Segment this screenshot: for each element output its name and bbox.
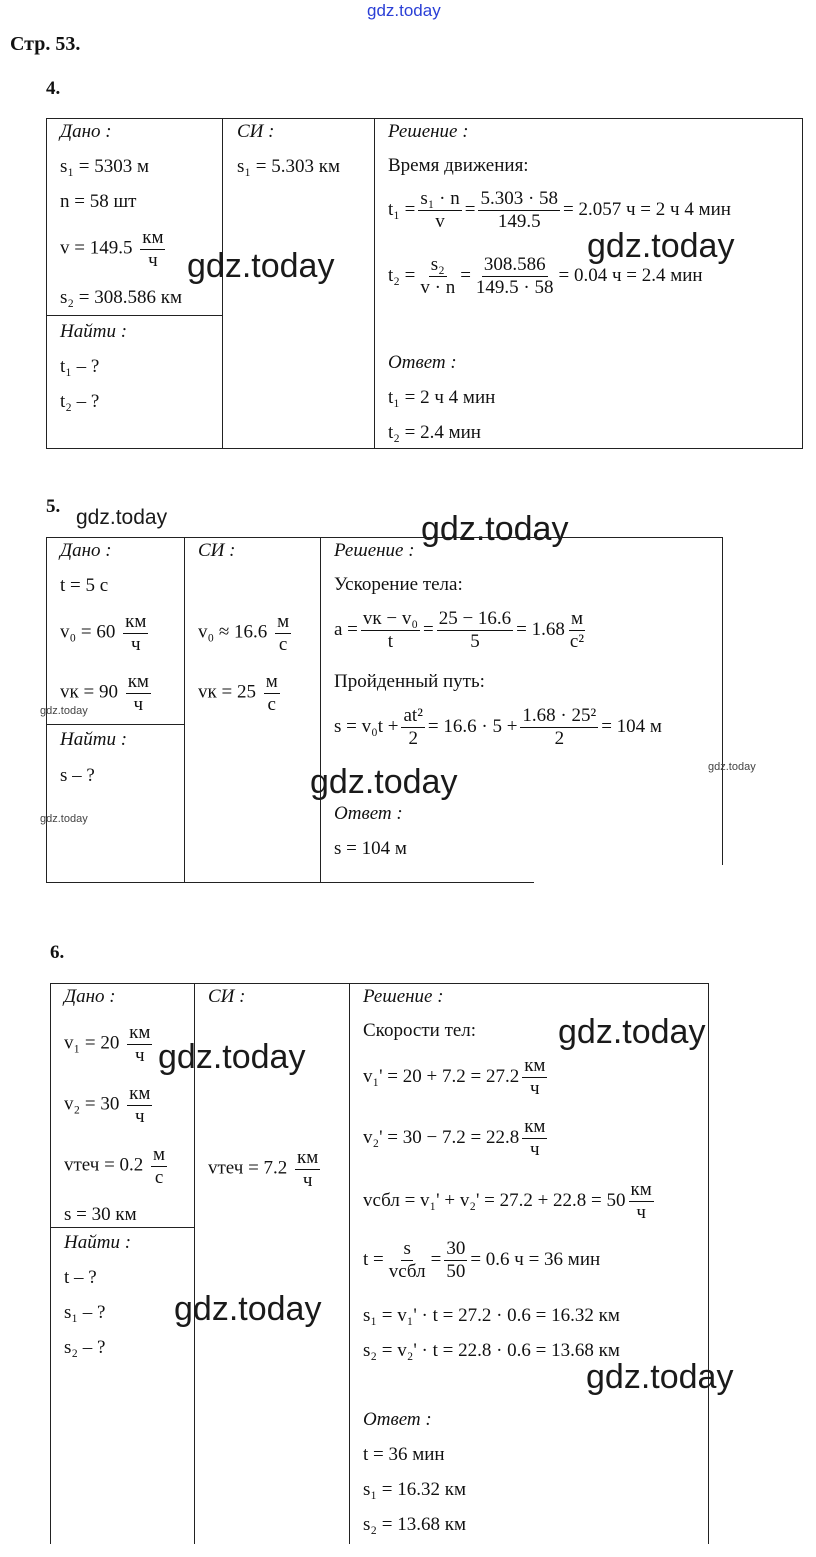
task5-given-v0-unit: $\frac{км}{ч}$ — [125, 611, 147, 655]
task4-answer-t1: t₁ = 2 ч 4 мин — [388, 387, 496, 408]
task4-find-t1: t₁ – ? — [60, 356, 100, 377]
task6-answer-s1: s₁ = 16.32 км — [363, 1479, 466, 1500]
task4-formula-t2: t₂ = $\frac{\text{s₂}}{v \cdot n}$ = $\frac{308.586}{149.5 \cdot 58}$ = 0.04 ч = 2.4 мин — [388, 254, 703, 298]
task6-speeds-title: Скорости тел: — [363, 1020, 477, 1041]
task5-si-header: СИ : — [198, 540, 236, 561]
task4-given-v-unit: $\frac{км}{ч}$ — [142, 227, 164, 271]
task6-given-v2: v₂ = 30 $\frac{км}{ч}$ — [64, 1083, 151, 1127]
task5-path-title: Пройденный путь: — [334, 671, 485, 692]
task4-si-s1: s₁ = 5.303 км — [237, 156, 340, 177]
task4-given-v-value: v = 149.5 — [60, 237, 133, 259]
task5-divider-h — [46, 724, 185, 725]
watermark: gdz.today — [187, 247, 335, 285]
task5-find-s: s – ? — [60, 765, 95, 786]
task6-vsbl-line: vсбл = v₁' + v₂' = 27.2 + 22.8 = 50 $\frac{км}{ч}$ — [363, 1179, 652, 1223]
task5-accel-title: Ускорение тела: — [334, 574, 463, 595]
task6-given-vtech: vтеч = 0.2 $\frac{м}{с}$ — [64, 1144, 166, 1188]
task4-given-v — [60, 227, 168, 272]
watermark: gdz.today — [40, 705, 88, 717]
watermark: gdz.today — [158, 1038, 306, 1076]
task5-right-border — [722, 537, 723, 865]
task5-si-v0-unit: $\frac{м}{с}$ — [277, 611, 290, 655]
task6-reshenie-header: Решение : — [363, 986, 444, 1007]
task4-divider-2 — [374, 118, 375, 449]
task6-dano-header: Дано : — [64, 986, 116, 1007]
task5-si-vk-unit: $\frac{м}{с}$ — [265, 671, 278, 715]
watermark: gdz.today — [586, 1358, 734, 1396]
task4-divider-h — [46, 315, 223, 316]
task5-dano-header: Дано : — [60, 540, 112, 561]
watermark: gdz.today — [421, 510, 569, 548]
task5-answer: s = 104 м — [334, 838, 407, 859]
task6-v1p-line: v₁' = 20 + 7.2 = 27.2 $\frac{км}{ч}$ — [363, 1055, 546, 1099]
task6-v2p-line: v₂' = 30 − 7.2 = 22.8 $\frac{км}{ч}$ — [363, 1116, 546, 1160]
watermark: gdz.today — [76, 506, 168, 529]
task5-reshenie-header: Решение : — [334, 540, 415, 561]
task6-given-s: s = 30 км — [64, 1204, 137, 1225]
task6-find-t: t – ? — [64, 1267, 97, 1288]
task5-given-t: t = 5 с — [60, 575, 109, 596]
task6-given-v1-unit: $\frac{км}{ч}$ — [129, 1022, 151, 1066]
task5-top-border — [46, 537, 722, 538]
task5-otvet-header: Ответ : — [334, 803, 403, 824]
task5-given-vk-unit: $\frac{км}{ч}$ — [127, 671, 149, 715]
task4-dano-header: Дано : — [60, 121, 112, 142]
watermark: gdz.today — [40, 813, 88, 825]
task5-given-vk: vк = 90 $\frac{км}{ч}$ — [60, 671, 149, 715]
task4-number: 4. — [46, 78, 61, 99]
task4-nayti-header: Найти : — [60, 321, 128, 342]
task5-si-v0: v₀ ≈ 16.6 $\frac{м}{с}$ — [198, 611, 290, 655]
task6-s2-line: s₂ = v₂' · t = 22.8 · 0.6 = 13.68 км — [363, 1340, 620, 1361]
task5-accel-formula: a = $\frac{\text{vк − v₀}}{t}$ = $\frac{25 - 16.6}{5}$ = 1.68 $\frac{м}{\text{с²}}$ — [334, 608, 585, 652]
task6-find-s2: s₂ – ? — [64, 1337, 106, 1358]
task6-otvet-header: Ответ : — [363, 1409, 432, 1430]
task4-reshenie-header: Решение : — [388, 121, 469, 142]
task6-answer-s2: s₂ = 13.68 км — [363, 1514, 466, 1535]
task6-divider-2 — [349, 983, 350, 1544]
task6-find-s1: s₁ – ? — [64, 1302, 106, 1323]
task6-answer-t: t = 36 мин — [363, 1444, 445, 1465]
task4-otvet-header: Ответ : — [388, 352, 457, 373]
task4-given-s2: s₂ = 308.586 км — [60, 287, 182, 308]
task5-divider-2 — [320, 537, 321, 883]
task6-divider-h — [50, 1227, 195, 1228]
task6-given-v2-unit: $\frac{км}{ч}$ — [129, 1083, 151, 1127]
task5-divider-1 — [184, 537, 185, 883]
task4-given-n: n = 58 шт — [60, 191, 137, 212]
task4-given-s1: s₁ = 5303 м — [60, 156, 150, 177]
task4-find-t2: t₂ – ? — [60, 391, 100, 412]
task6-nayti-header: Найти : — [64, 1232, 132, 1253]
task5-si-vk: vк = 25 $\frac{м}{с}$ — [198, 671, 278, 715]
task5-bottom-border — [46, 882, 534, 883]
task4-answer-t2: t₂ = 2.4 мин — [388, 422, 481, 443]
watermark: gdz.today — [310, 763, 458, 801]
task5-given-v0: v₀ = 60 $\frac{км}{ч}$ — [60, 611, 147, 655]
task4-formula-t1: t₁ = $\frac{\text{s₁ · n}}{v}$ = $\frac{5.303 \cdot 58}{149.5}$ = 2.057 ч = 2 ч 4 мин — [388, 188, 731, 232]
task6-si-vtech: vтеч = 7.2 $\frac{км}{ч}$ — [208, 1147, 319, 1191]
task5-number: 5. — [46, 496, 61, 517]
watermark-top: gdz.today — [367, 1, 441, 20]
task6-si-vtech-unit: $\frac{км}{ч}$ — [297, 1147, 319, 1191]
task5-path-formula: s = v₀t + $\frac{\text{at²}}{2}$ = 16.6 · 5 + $\frac{\text{1.68 · 25²}}{2}$ = 104 м — [334, 705, 662, 749]
task5-nayti-header: Найти : — [60, 729, 128, 750]
task4-si-header: СИ : — [237, 121, 275, 142]
task6-number: 6. — [50, 942, 65, 963]
task6-s1-line: s₁ = v₁' · t = 27.2 · 0.6 = 16.32 км — [363, 1305, 620, 1326]
watermark: gdz.today — [587, 227, 735, 265]
task4-solution-title: Время движения: — [388, 155, 529, 176]
task6-given-v1: v₁ = 20 $\frac{км}{ч}$ — [64, 1022, 151, 1066]
watermark: gdz.today — [708, 761, 756, 773]
task6-si-header: СИ : — [208, 986, 246, 1007]
page-title: Стр. 53. — [10, 33, 81, 55]
watermark: gdz.today — [558, 1013, 706, 1051]
task6-given-vtech-unit: $\frac{м}{с}$ — [153, 1144, 166, 1188]
task6-t-formula: t = $\frac{s}{\text{vсбл}}$ = $\frac{30}{50}$ = 0.6 ч = 36 мин — [363, 1238, 601, 1282]
watermark: gdz.today — [174, 1290, 322, 1328]
